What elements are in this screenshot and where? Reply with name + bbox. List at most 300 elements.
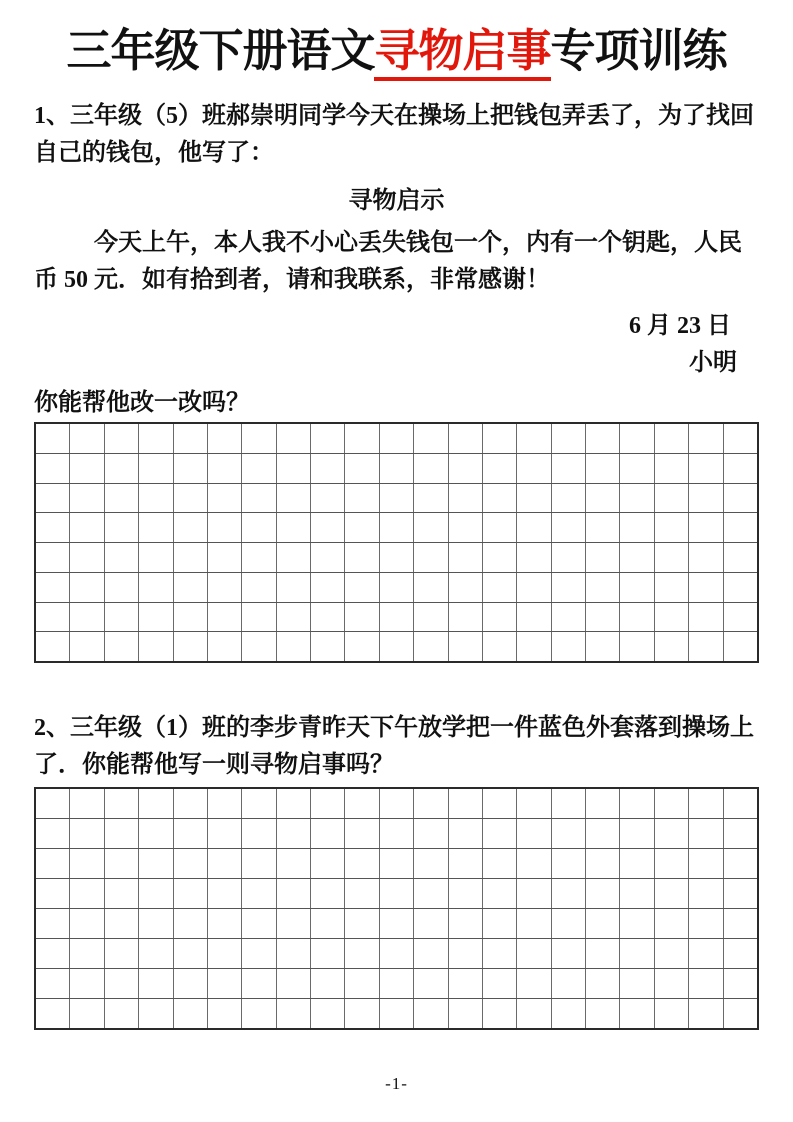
grid-cell bbox=[173, 513, 207, 542]
grid-cell bbox=[276, 939, 310, 968]
grid-cell bbox=[413, 789, 447, 818]
grid-cell bbox=[310, 424, 344, 453]
grid-cell bbox=[276, 999, 310, 1028]
grid-cell bbox=[413, 879, 447, 908]
grid-cell bbox=[448, 632, 482, 661]
grid-cell bbox=[688, 484, 722, 513]
grid-cell bbox=[310, 789, 344, 818]
grid-cell bbox=[619, 603, 653, 632]
grid-cell bbox=[241, 909, 275, 938]
grid-row bbox=[36, 968, 757, 998]
grid-cell bbox=[688, 513, 722, 542]
grid-cell bbox=[585, 789, 619, 818]
grid-cell bbox=[310, 819, 344, 848]
grid-cell bbox=[723, 999, 757, 1028]
grid-cell bbox=[241, 999, 275, 1028]
grid-cell bbox=[482, 909, 516, 938]
grid-cell bbox=[104, 969, 138, 998]
grid-cell bbox=[619, 819, 653, 848]
grid-cell bbox=[585, 909, 619, 938]
grid-cell bbox=[654, 879, 688, 908]
grid-cell bbox=[138, 632, 172, 661]
grid-cell bbox=[310, 999, 344, 1028]
grid-cell bbox=[138, 454, 172, 483]
question2-intro: 2、三年级（1）班的李步青昨天下午放学把一件蓝色外套落到操场上了．你能帮他写一则寻物启事吗？ bbox=[34, 715, 754, 778]
grid-cell bbox=[619, 909, 653, 938]
grid-cell bbox=[482, 939, 516, 968]
grid-cell bbox=[276, 573, 310, 602]
grid-cell bbox=[654, 849, 688, 878]
grid-cell bbox=[138, 969, 172, 998]
grid-cell bbox=[207, 424, 241, 453]
grid-cell bbox=[516, 879, 550, 908]
grid-cell bbox=[310, 543, 344, 572]
grid-cell bbox=[723, 454, 757, 483]
grid-cell bbox=[104, 939, 138, 968]
grid-row bbox=[36, 453, 757, 483]
grid-row bbox=[36, 878, 757, 908]
grid-cell bbox=[138, 939, 172, 968]
grid-cell bbox=[619, 424, 653, 453]
grid-cell bbox=[241, 879, 275, 908]
grid-cell bbox=[654, 513, 688, 542]
grid-cell bbox=[585, 999, 619, 1028]
grid-cell bbox=[36, 789, 69, 818]
grid-cell bbox=[276, 789, 310, 818]
grid-cell bbox=[69, 969, 103, 998]
grid-cell bbox=[482, 969, 516, 998]
grid-cell bbox=[585, 969, 619, 998]
grid-cell bbox=[310, 939, 344, 968]
grid-cell bbox=[344, 819, 378, 848]
grid-cell bbox=[173, 819, 207, 848]
grid-cell bbox=[413, 969, 447, 998]
grid-row bbox=[36, 789, 757, 818]
page-title-prefix: 三年级下册语文 bbox=[66, 25, 375, 76]
grid-cell bbox=[241, 939, 275, 968]
grid-cell bbox=[69, 849, 103, 878]
grid-cell bbox=[551, 969, 585, 998]
notice-body: 今天上午，本人我不小心丢失钱包一个，内有一个钥匙，人民币 50 元．如有拾到者，请和我联系，非常感谢！ bbox=[34, 230, 742, 293]
grid-cell bbox=[448, 454, 482, 483]
grid-cell bbox=[104, 424, 138, 453]
grid-cell bbox=[585, 424, 619, 453]
grid-cell bbox=[69, 573, 103, 602]
grid-cell bbox=[723, 789, 757, 818]
grid-cell bbox=[516, 424, 550, 453]
grid-cell bbox=[138, 543, 172, 572]
grid-cell bbox=[619, 879, 653, 908]
grid-cell bbox=[379, 513, 413, 542]
grid-cell bbox=[723, 424, 757, 453]
grid-cell bbox=[516, 513, 550, 542]
grid-cell bbox=[241, 424, 275, 453]
grid-cell bbox=[138, 603, 172, 632]
grid-cell bbox=[585, 632, 619, 661]
grid-cell bbox=[104, 789, 138, 818]
grid-cell bbox=[241, 849, 275, 878]
grid-cell bbox=[241, 789, 275, 818]
grid-cell bbox=[344, 573, 378, 602]
grid-cell bbox=[654, 819, 688, 848]
grid-cell bbox=[413, 454, 447, 483]
grid-cell bbox=[36, 819, 69, 848]
grid-cell bbox=[516, 789, 550, 818]
grid-cell bbox=[551, 819, 585, 848]
grid-cell bbox=[36, 454, 69, 483]
grid-cell bbox=[104, 513, 138, 542]
grid-cell bbox=[69, 879, 103, 908]
notice-signature: 小明 bbox=[689, 350, 737, 376]
grid-cell bbox=[276, 849, 310, 878]
page-title bbox=[34, 25, 759, 77]
grid-cell bbox=[585, 543, 619, 572]
grid-cell bbox=[207, 454, 241, 483]
grid-cell bbox=[69, 632, 103, 661]
grid-cell bbox=[379, 819, 413, 848]
grid-cell bbox=[688, 999, 722, 1028]
page-title-highlight: 寻物启事 bbox=[374, 25, 550, 81]
grid-cell bbox=[654, 454, 688, 483]
writing-grid-2 bbox=[34, 787, 759, 1030]
grid-cell bbox=[36, 632, 69, 661]
grid-cell bbox=[276, 603, 310, 632]
grid-cell bbox=[344, 939, 378, 968]
grid-cell bbox=[310, 573, 344, 602]
grid-cell bbox=[482, 789, 516, 818]
grid-cell bbox=[207, 789, 241, 818]
grid-cell bbox=[448, 939, 482, 968]
grid-cell bbox=[413, 513, 447, 542]
grid-cell bbox=[413, 543, 447, 572]
grid-cell bbox=[379, 424, 413, 453]
grid-row bbox=[36, 483, 757, 513]
grid-cell bbox=[138, 484, 172, 513]
page-title-suffix: 专项训练 bbox=[550, 25, 727, 76]
grid-cell bbox=[688, 849, 722, 878]
grid-cell bbox=[344, 789, 378, 818]
grid-cell bbox=[448, 603, 482, 632]
grid-cell bbox=[688, 939, 722, 968]
grid-cell bbox=[104, 849, 138, 878]
grid-cell bbox=[585, 513, 619, 542]
grid-cell bbox=[551, 789, 585, 818]
grid-cell bbox=[276, 424, 310, 453]
grid-cell bbox=[688, 424, 722, 453]
grid-cell bbox=[36, 424, 69, 453]
grid-cell bbox=[207, 513, 241, 542]
grid-cell bbox=[379, 484, 413, 513]
grid-cell bbox=[207, 573, 241, 602]
grid-cell bbox=[448, 484, 482, 513]
grid-cell bbox=[482, 632, 516, 661]
grid-cell bbox=[654, 632, 688, 661]
grid-cell bbox=[448, 969, 482, 998]
grid-cell bbox=[344, 849, 378, 878]
grid-cell bbox=[310, 513, 344, 542]
grid-cell bbox=[36, 909, 69, 938]
grid-cell bbox=[619, 484, 653, 513]
grid-row bbox=[36, 938, 757, 968]
grid-cell bbox=[688, 819, 722, 848]
grid-cell bbox=[173, 849, 207, 878]
grid-cell bbox=[344, 454, 378, 483]
grid-cell bbox=[104, 909, 138, 938]
grid-cell bbox=[138, 424, 172, 453]
grid-cell bbox=[310, 632, 344, 661]
page-number: -1- bbox=[385, 1074, 408, 1093]
grid-cell bbox=[551, 999, 585, 1028]
grid-cell bbox=[482, 879, 516, 908]
grid-cell bbox=[585, 879, 619, 908]
grid-cell bbox=[138, 999, 172, 1028]
grid-cell bbox=[69, 454, 103, 483]
grid-cell bbox=[379, 543, 413, 572]
grid-cell bbox=[276, 632, 310, 661]
grid-cell bbox=[516, 999, 550, 1028]
grid-cell bbox=[585, 939, 619, 968]
grid-cell bbox=[585, 819, 619, 848]
grid-row bbox=[36, 424, 757, 453]
grid-cell bbox=[173, 603, 207, 632]
grid-cell bbox=[379, 939, 413, 968]
grid-row bbox=[36, 542, 757, 572]
grid-cell bbox=[551, 632, 585, 661]
grid-cell bbox=[654, 969, 688, 998]
grid-cell bbox=[654, 573, 688, 602]
grid-cell bbox=[69, 819, 103, 848]
grid-cell bbox=[36, 969, 69, 998]
grid-cell bbox=[619, 999, 653, 1028]
grid-cell bbox=[448, 999, 482, 1028]
grid-cell bbox=[173, 632, 207, 661]
grid-cell bbox=[551, 543, 585, 572]
grid-cell bbox=[619, 969, 653, 998]
grid-cell bbox=[104, 543, 138, 572]
grid-cell bbox=[482, 999, 516, 1028]
grid-cell bbox=[207, 849, 241, 878]
grid-cell bbox=[207, 819, 241, 848]
grid-cell bbox=[482, 543, 516, 572]
grid-cell bbox=[551, 573, 585, 602]
grid-cell bbox=[482, 603, 516, 632]
grid-cell bbox=[413, 573, 447, 602]
grid-cell bbox=[379, 909, 413, 938]
grid-cell bbox=[688, 632, 722, 661]
grid-cell bbox=[688, 543, 722, 572]
grid-cell bbox=[104, 999, 138, 1028]
grid-cell bbox=[723, 632, 757, 661]
grid-cell bbox=[104, 573, 138, 602]
grid-cell bbox=[173, 879, 207, 908]
grid-cell bbox=[448, 789, 482, 818]
grid-cell bbox=[619, 543, 653, 572]
grid-cell bbox=[551, 603, 585, 632]
grid-cell bbox=[104, 484, 138, 513]
grid-row bbox=[36, 572, 757, 602]
grid-cell bbox=[585, 454, 619, 483]
grid-cell bbox=[448, 819, 482, 848]
grid-cell bbox=[482, 819, 516, 848]
grid-cell bbox=[413, 632, 447, 661]
grid-cell bbox=[379, 573, 413, 602]
grid-cell bbox=[36, 939, 69, 968]
grid-cell bbox=[516, 909, 550, 938]
grid-cell bbox=[344, 484, 378, 513]
grid-cell bbox=[448, 879, 482, 908]
grid-cell bbox=[723, 513, 757, 542]
grid-cell bbox=[585, 849, 619, 878]
grid-cell bbox=[619, 513, 653, 542]
grid-cell bbox=[482, 849, 516, 878]
grid-cell bbox=[69, 999, 103, 1028]
grid-cell bbox=[413, 819, 447, 848]
grid-cell bbox=[688, 789, 722, 818]
grid-cell bbox=[241, 543, 275, 572]
grid-cell bbox=[36, 484, 69, 513]
grid-cell bbox=[654, 999, 688, 1028]
grid-cell bbox=[482, 484, 516, 513]
grid-cell bbox=[310, 969, 344, 998]
grid-cell bbox=[207, 939, 241, 968]
grid-cell bbox=[344, 603, 378, 632]
grid-cell bbox=[723, 849, 757, 878]
grid-cell bbox=[482, 454, 516, 483]
grid-cell bbox=[138, 909, 172, 938]
grid-cell bbox=[138, 513, 172, 542]
grid-cell bbox=[173, 939, 207, 968]
grid-cell bbox=[551, 454, 585, 483]
grid-cell bbox=[516, 573, 550, 602]
grid-cell bbox=[688, 879, 722, 908]
grid-row bbox=[36, 631, 757, 661]
grid-cell bbox=[207, 909, 241, 938]
grid-cell bbox=[36, 879, 69, 908]
grid-cell bbox=[413, 909, 447, 938]
grid-cell bbox=[104, 632, 138, 661]
notice-date: 6 月 23 日 bbox=[629, 313, 731, 339]
grid-cell bbox=[482, 573, 516, 602]
grid-cell bbox=[344, 632, 378, 661]
grid-cell bbox=[138, 573, 172, 602]
grid-cell bbox=[516, 632, 550, 661]
grid-cell bbox=[619, 939, 653, 968]
grid-cell bbox=[207, 603, 241, 632]
grid-cell bbox=[413, 999, 447, 1028]
grid-cell bbox=[448, 909, 482, 938]
grid-cell bbox=[688, 603, 722, 632]
grid-cell bbox=[482, 513, 516, 542]
grid-cell bbox=[516, 484, 550, 513]
grid-cell bbox=[276, 513, 310, 542]
grid-cell bbox=[585, 484, 619, 513]
grid-cell bbox=[654, 603, 688, 632]
grid-cell bbox=[723, 543, 757, 572]
grid-cell bbox=[619, 573, 653, 602]
grid-cell bbox=[173, 484, 207, 513]
grid-cell bbox=[654, 939, 688, 968]
grid-cell bbox=[241, 484, 275, 513]
grid-cell bbox=[207, 484, 241, 513]
grid-cell bbox=[344, 879, 378, 908]
grid-cell bbox=[173, 454, 207, 483]
grid-cell bbox=[69, 909, 103, 938]
grid-cell bbox=[276, 484, 310, 513]
grid-cell bbox=[344, 999, 378, 1028]
grid-cell bbox=[413, 484, 447, 513]
grid-cell bbox=[104, 819, 138, 848]
grid-cell bbox=[36, 999, 69, 1028]
grid-cell bbox=[138, 849, 172, 878]
grid-cell bbox=[69, 939, 103, 968]
grid-cell bbox=[688, 454, 722, 483]
grid-cell bbox=[173, 424, 207, 453]
grid-cell bbox=[276, 543, 310, 572]
grid-cell bbox=[413, 849, 447, 878]
grid-row bbox=[36, 998, 757, 1028]
grid-cell bbox=[551, 939, 585, 968]
grid-cell bbox=[723, 909, 757, 938]
grid-cell bbox=[310, 909, 344, 938]
grid-cell bbox=[516, 603, 550, 632]
grid-cell bbox=[516, 849, 550, 878]
grid-cell bbox=[310, 454, 344, 483]
grid-cell bbox=[69, 513, 103, 542]
grid-cell bbox=[69, 484, 103, 513]
grid-cell bbox=[310, 484, 344, 513]
grid-cell bbox=[619, 454, 653, 483]
grid-cell bbox=[310, 603, 344, 632]
grid-row bbox=[36, 848, 757, 878]
grid-cell bbox=[207, 632, 241, 661]
grid-cell bbox=[310, 879, 344, 908]
grid-cell bbox=[654, 789, 688, 818]
grid-cell bbox=[551, 879, 585, 908]
grid-cell bbox=[516, 819, 550, 848]
grid-cell bbox=[69, 424, 103, 453]
grid-cell bbox=[448, 424, 482, 453]
grid-cell bbox=[241, 603, 275, 632]
grid-cell bbox=[276, 454, 310, 483]
question1-intro: 1、三年级（5）班郝崇明同学今天在操场上把钱包弄丢了，为了找回自己的钱包，他写了： bbox=[34, 103, 754, 166]
grid-cell bbox=[688, 573, 722, 602]
grid-cell bbox=[138, 789, 172, 818]
grid-cell bbox=[173, 789, 207, 818]
grid-cell bbox=[551, 424, 585, 453]
grid-cell bbox=[723, 939, 757, 968]
grid-row bbox=[36, 602, 757, 632]
grid-row bbox=[36, 908, 757, 938]
grid-cell bbox=[723, 879, 757, 908]
grid-cell bbox=[173, 999, 207, 1028]
writing-grid-1 bbox=[34, 422, 759, 663]
grid-cell bbox=[551, 849, 585, 878]
grid-cell bbox=[379, 632, 413, 661]
question1-prompt: 你能帮他改一改吗？ bbox=[34, 390, 250, 416]
grid-cell bbox=[207, 969, 241, 998]
grid-cell bbox=[241, 819, 275, 848]
grid-cell bbox=[344, 513, 378, 542]
grid-cell bbox=[379, 999, 413, 1028]
grid-cell bbox=[36, 573, 69, 602]
grid-cell bbox=[516, 543, 550, 572]
grid-cell bbox=[413, 603, 447, 632]
grid-cell bbox=[619, 789, 653, 818]
grid-cell bbox=[69, 789, 103, 818]
grid-cell bbox=[448, 513, 482, 542]
grid-cell bbox=[241, 454, 275, 483]
grid-cell bbox=[36, 543, 69, 572]
